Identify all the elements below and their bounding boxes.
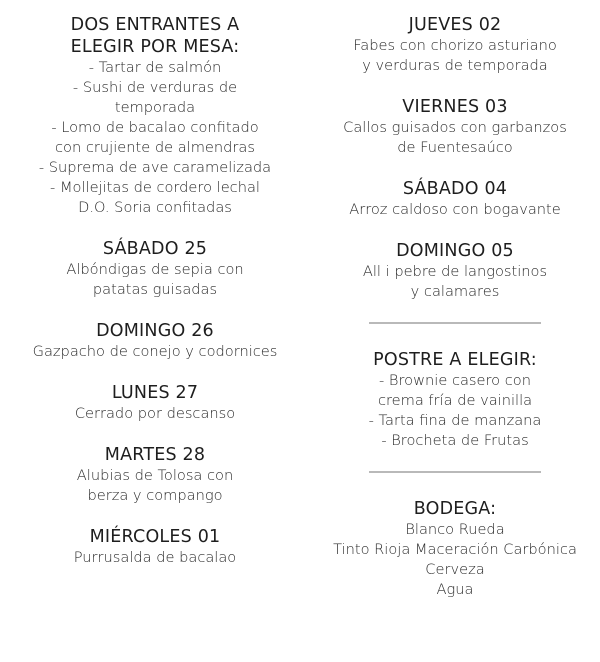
day-title: JUEVES 02 [408, 15, 502, 35]
dish-line: Fabes con chorizo asturiano [353, 37, 557, 54]
dish-line: y verduras de temporada [362, 57, 548, 74]
day-martes-28 [0, 444, 310, 506]
dish-line: Cerrado por descanso [74, 405, 236, 422]
dish-line: Gazpacho de conejo y codornices [32, 343, 278, 360]
day-title: LUNES 27 [111, 383, 199, 403]
section-divider [369, 322, 541, 324]
dish-line: de Fuentesaúco [397, 139, 513, 156]
drink-line: Tinto Rioja Maceración Carbónica [333, 541, 577, 558]
starters-section [0, 14, 310, 218]
dish-line: patatas guisadas [92, 281, 218, 298]
day-title: SÁBADO 25 [102, 239, 208, 259]
day-title: DOMINGO 26 [96, 321, 214, 341]
starter-line: - Mollejitas de cordero lechal [50, 179, 260, 196]
dish-line: Callos guisados con garbanzos [343, 119, 567, 136]
section-divider [369, 471, 541, 473]
drink-line: Agua [436, 581, 474, 598]
menu-left-column [0, 14, 310, 588]
dish-line: berza y compango [87, 487, 223, 504]
bodega-title: BODEGA: [413, 499, 497, 519]
starter-line: - Lomo de bacalao confitado [51, 119, 259, 136]
starter-line: - Suprema de ave caramelizada [38, 159, 272, 176]
day-title: DOMINGO 05 [396, 241, 514, 261]
menu-right-column [310, 14, 600, 620]
dessert-title: POSTRE A ELEGIR: [373, 350, 537, 370]
dish-line: Albóndigas de sepia con [66, 261, 244, 278]
dessert-line: crema fría de vainilla [377, 392, 533, 409]
day-jueves-02 [310, 14, 600, 76]
day-domingo-05 [310, 240, 600, 302]
dish-line: All i pebre de langostinos [362, 263, 548, 280]
day-viernes-03 [310, 96, 600, 158]
dish-line: Purrusalda de bacalao [73, 549, 237, 566]
day-title: MARTES 28 [104, 445, 206, 465]
dish-line: Alubias de Tolosa con [76, 467, 234, 484]
dessert-line: - Brocheta de Frutas [381, 432, 529, 449]
starter-line: temporada [114, 99, 196, 116]
day-title: VIERNES 03 [402, 97, 508, 117]
starter-line: D.O. Soria confitadas [78, 199, 232, 216]
day-title: SÁBADO 04 [402, 179, 508, 199]
starter-line: con crujiente de almendras [55, 139, 255, 156]
drink-line: Blanco Rueda [405, 521, 505, 538]
dish-line: y calamares [410, 283, 500, 300]
dish-line: Arroz caldoso con bogavante [349, 201, 561, 218]
day-sabado-04 [310, 178, 600, 220]
starter-line: - Sushi de verduras de [72, 79, 238, 96]
dessert-section [310, 349, 600, 451]
starters-title: DOS ENTRANTES A ELEGIR POR MESA: [70, 15, 240, 57]
day-miercoles-01 [0, 526, 310, 568]
starter-line: - Tartar de salmón [88, 59, 222, 76]
day-title: MIÉRCOLES 01 [89, 527, 221, 547]
day-lunes-27 [0, 382, 310, 424]
drink-line: Cerveza [425, 561, 485, 578]
dessert-line: - Tarta fina de manzana [368, 412, 542, 429]
day-domingo-26 [0, 320, 310, 362]
day-sabado-25 [0, 238, 310, 300]
bodega-section [310, 498, 600, 600]
dessert-line: - Brownie casero con [379, 372, 531, 389]
